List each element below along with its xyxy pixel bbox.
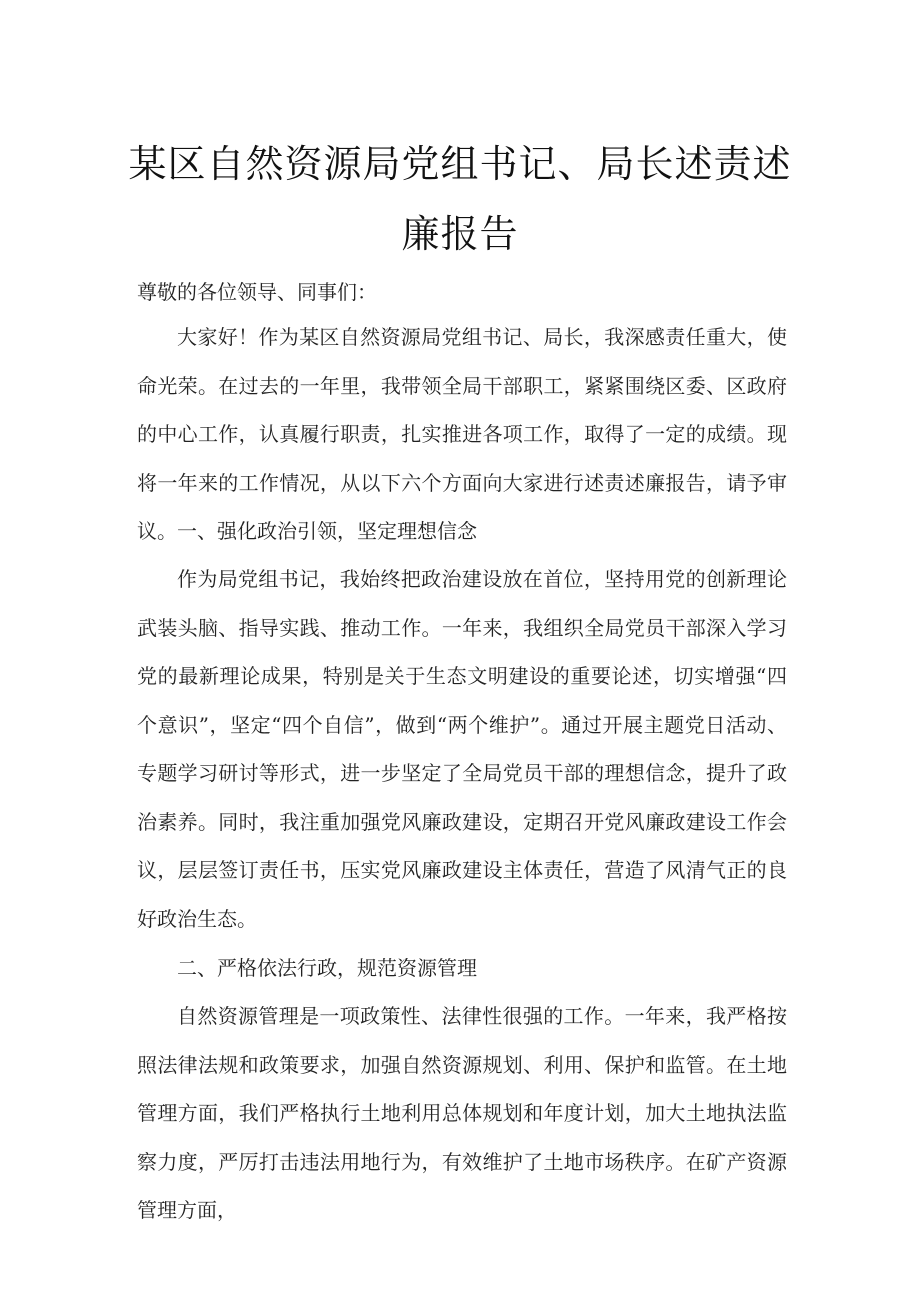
- document-title-line-2: 廉报告: [401, 212, 519, 256]
- section-2-paragraph: 自然资源管理是一项政策性、法律性很强的工作。一年来，我严格按照法律法规和政策要求，加强自然资源规划、利用、保护和监管。在土地管理方面，我们严格执行土地利用总体规划和年度计划，加大土地执法监察力度，严厉打击违法用地行为，有效维护了土地市场秩序。在矿产资源管理方面，: [137, 1004, 787, 1222]
- section-1-heading: 一、强化政治引领，坚定理想信念: [177, 519, 477, 543]
- intro-paragraph: 大家好！作为某区自然资源局党组书记、局长，我深感责任重大，使命光荣。在过去的一年里，我带领全局干部职工，紧紧围绕区委、区政府的中心工作，认真履行职责，扎实推进各项工作，取得了一定的成绩。现将一年来的工作情况，从以下六个方面向大家进行述责述廉报告，请予审议。: [137, 325, 787, 543]
- section-1-paragraph: 作为局党组书记，我始终把政治建设放在首位，坚持用党的创新理论武装头脑、指导实践、推动工作。一年来，我组织全局党员干部深入学习党的最新理论成果，特别是关于生态文明建设的重要论述，切实增强“四个意识”，坚定“四个自信”，做到“两个维护”。通过开展主题党日活动、专题学习研讨等形式，进一步坚定了全局党员干部的理想信念，提升了政治素养。同时，我注重加强党风廉政建设，定期召开党风廉政建设工作会议，层层签订责任书，压实党风廉政建设主体责任，营造了风清气正的良好政治生态。: [137, 567, 787, 931]
- salutation: 尊敬的各位领导、同事们：: [137, 280, 377, 304]
- section-2-heading: 二、严格依法行政，规范资源管理: [177, 956, 477, 980]
- document-title-line-1: 某区自然资源局党组书记、局长述责述: [128, 142, 792, 186]
